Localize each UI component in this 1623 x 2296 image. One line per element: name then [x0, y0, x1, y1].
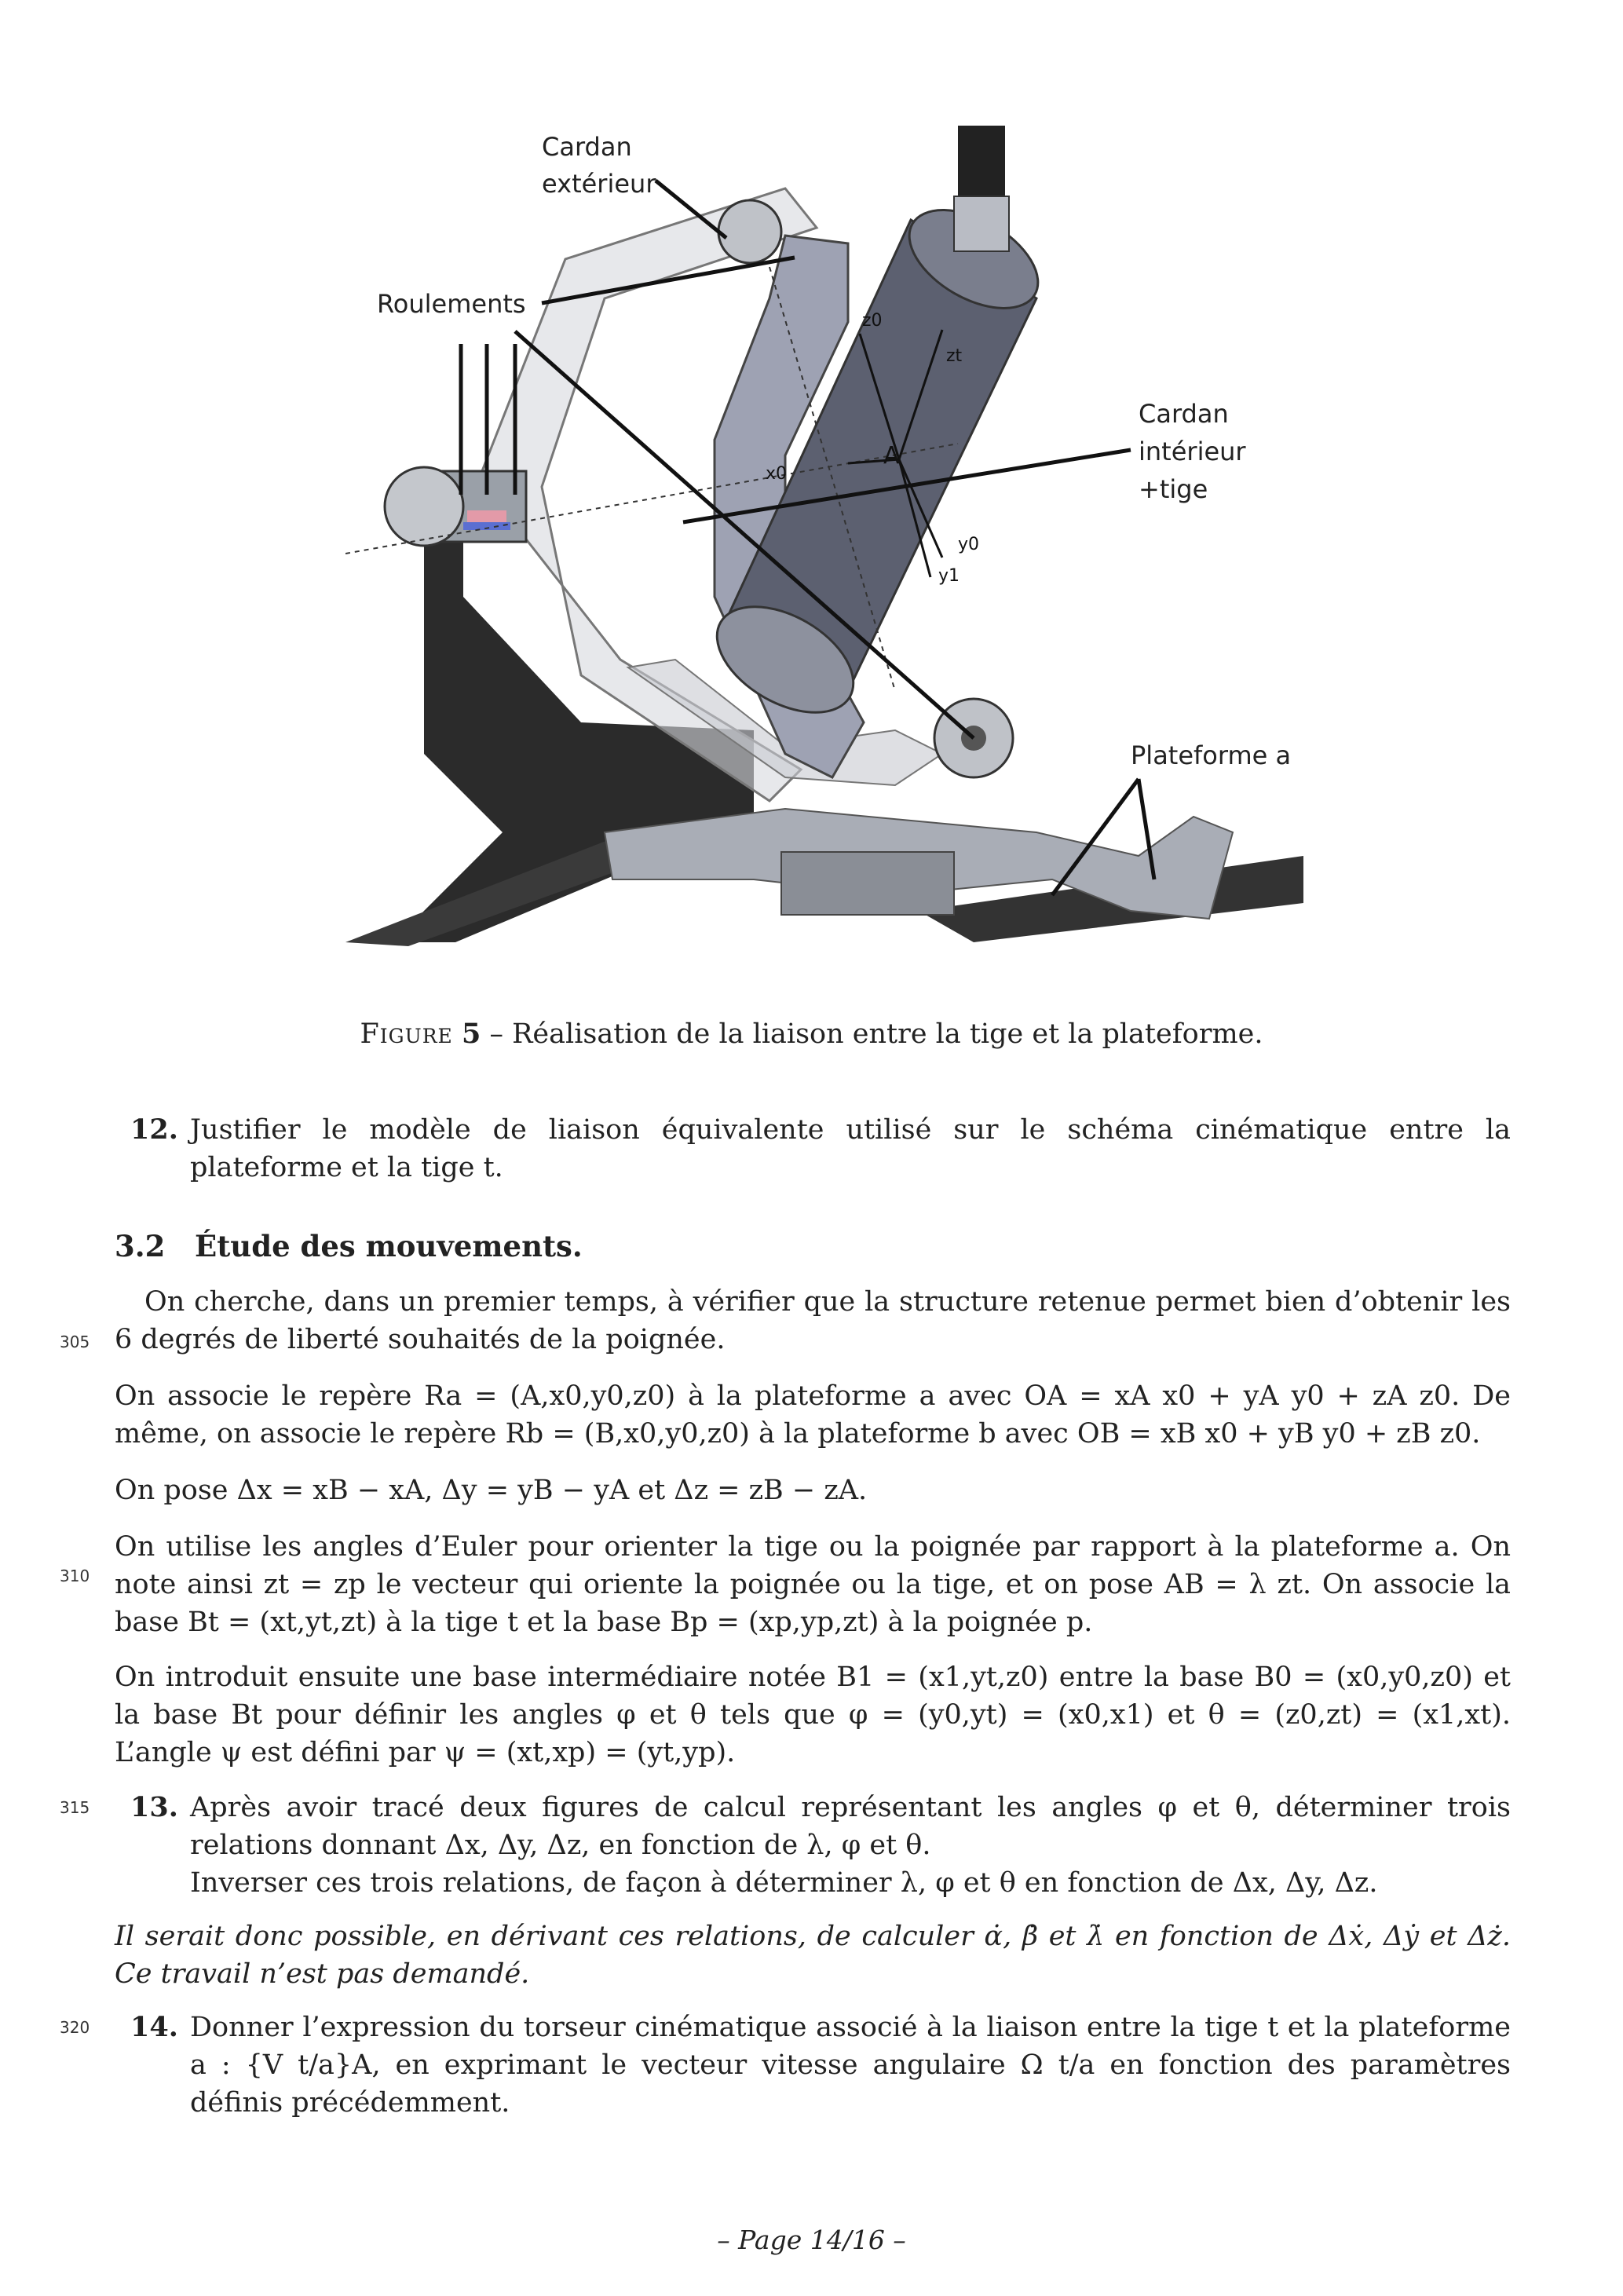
- line-number: 305: [60, 1333, 90, 1351]
- question-number: 14.: [130, 2011, 178, 2043]
- question-12: [130, 1111, 1511, 1186]
- question-number: 13.: [130, 1791, 178, 1823]
- figure-caption: [0, 1018, 1623, 1050]
- section-number: 3.2: [115, 1229, 166, 1263]
- section-title: Étude des mouvements.: [195, 1229, 583, 1263]
- line-number: 310: [60, 1567, 90, 1585]
- section-heading: [115, 1229, 583, 1263]
- paragraph-base-intermediaire: On introduit ensuite une base intermédiaire notée B1 = (x1,yt,z0) entre la base B0 = (x0,y0,z0) et la base Bt pour définir les angles φ et θ tels que φ = (y0,yt) = (x0,x1) et θ = (z0,zt) = (x1,xt). L’angle ψ est défini par ψ = (xt,xp) = (yt,yp).: [115, 1662, 1511, 1768]
- question-13: [130, 1789, 1511, 1902]
- paragraph-intro: On cherche, dans un premier temps, à vérifier que la structure retenue permet bien d’obtenir les 6 degrés de liberté souhaités de la poignée.: [115, 1286, 1511, 1355]
- caption-text: – Réalisation de la liaison entre la tige et la plateforme.: [489, 1018, 1263, 1050]
- plateforme-block: [781, 852, 954, 915]
- label-cardan-int-2: intérieur: [1139, 437, 1246, 466]
- label-z0: z0: [862, 311, 883, 331]
- label-cardan-int-3: +tige: [1139, 474, 1208, 504]
- line-number: 315: [60, 1798, 90, 1817]
- label-y0: y0: [958, 535, 980, 554]
- mechanism-illustration: [345, 126, 1303, 946]
- poignee-attache: [954, 196, 1009, 251]
- label-x0: x0: [766, 464, 788, 484]
- label-cardan-int-1: Cardan: [1139, 399, 1229, 429]
- note-italic: Il serait donc possible, en dérivant ces relations, de calculer α̇, β̇ et λ̇ en fonction de Δẋ, Δẏ et Δż. Ce travail n’est pas demandé.: [115, 1921, 1511, 1990]
- paragraph-euler: On utilise les angles d’Euler pour orienter la tige ou la poignée par rapport à la plateforme a. On note ainsi zt = zp le vecteur qui oriente la poignée ou la tige, et on pose AB = λ zt. On associe la base Bt = (xt,yt,zt) à la tige t et la base Bp = (xp,yp,zt) à la poignée p.: [115, 1531, 1511, 1638]
- caption-prefix: Figure: [360, 1018, 453, 1050]
- question-14: [130, 2009, 1511, 2122]
- poignee: [958, 126, 1005, 196]
- question-text-1: Après avoir tracé deux figures de calcul représentant les angles φ et θ, déterminer trois relations donnant Δx, Δy, Δz, en fonction de λ, φ et θ.: [190, 1792, 1511, 1861]
- figure-5: [345, 126, 1303, 946]
- label-cardan-ext-1: Cardan: [542, 132, 632, 162]
- label-cardan-ext-2: extérieur: [542, 169, 656, 199]
- label-y1: y1: [938, 566, 960, 586]
- caption-number: 5: [461, 1018, 481, 1050]
- page-footer: – Page 14/16 –: [717, 2225, 906, 2255]
- question-number: 12.: [130, 1113, 178, 1146]
- question-text-2: Inverser ces trois relations, de façon à déterminer λ, φ et θ en fonction de Δx, Δy, Δz.: [190, 1867, 1378, 1899]
- label-point-A: A: [883, 442, 900, 470]
- label-plateforme: Plateforme a: [1131, 740, 1292, 770]
- paragraph-deltas: On pose Δx = xB − xA, Δy = yB − yA et Δz = zB − zA.: [115, 1475, 868, 1506]
- roulement-haut: [718, 200, 781, 263]
- question-text: Justifier le modèle de liaison équivalente utilisé sur le schéma cinématique entre la plateforme et la tige t.: [190, 1114, 1511, 1183]
- label-zt: zt: [946, 346, 963, 366]
- paragraph-reperes: On associe le repère Ra = (A,x0,y0,z0) à la plateforme a avec OA = xA x0 + yA y0 + zA z0. De même, on associe le repère Rb = (B,x0,y0,z0) à la plateforme b avec OB = xB x0 + yB y0 + zB z0.: [115, 1380, 1511, 1450]
- line-number: 320: [60, 2018, 90, 2037]
- question-text: Donner l’expression du torseur cinématique associé à la liaison entre la tige t et la plateforme a : {V t/a}A, en exprimant le vecteur vitesse angulaire Ω t/a en fonction des paramètres définis précédemment.: [190, 2012, 1511, 2119]
- label-roulements: Roulements: [377, 289, 526, 319]
